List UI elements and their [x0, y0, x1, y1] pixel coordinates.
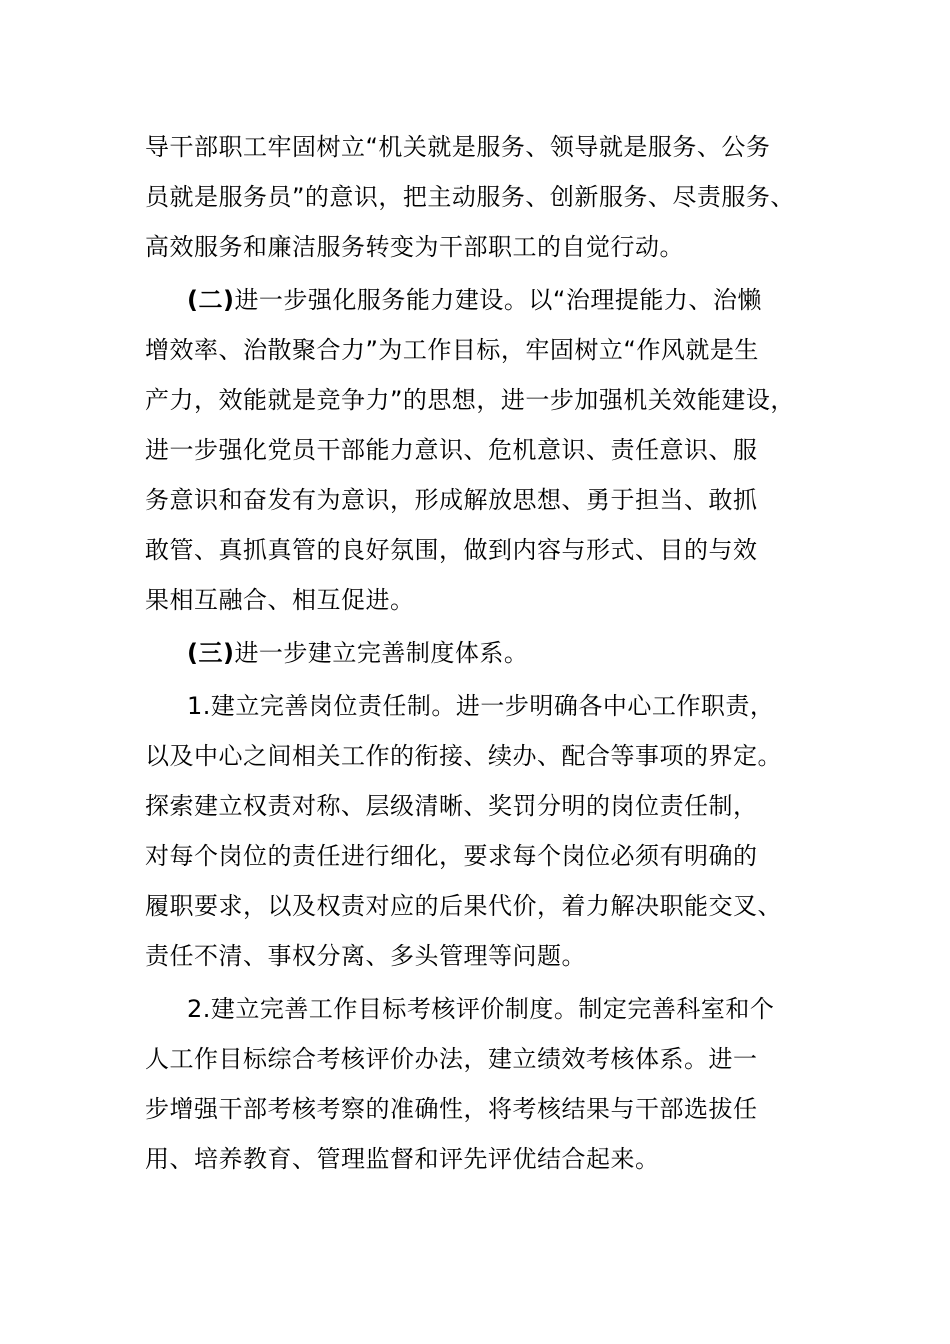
- section-2-marker: (二): [187, 286, 235, 314]
- section-3-text: 进一步建立完善制度体系。: [234, 639, 529, 667]
- text-line: 探索建立权责对称、层级清晰、奖罚分明的岗位责任制，: [145, 792, 758, 820]
- text-line: 步增强干部考核考察的准确性，将考核结果与干部选拔任: [145, 1095, 758, 1123]
- text-line: 敢管、真抓真管的良好氛围，做到内容与形式、目的与效: [145, 536, 758, 564]
- text-line: 对每个岗位的责任进行细化，要求每个岗位必须有明确的: [145, 842, 758, 870]
- text-line: 2.建立完善工作目标考核评价制度。制定完善科室和个: [187, 995, 775, 1023]
- text-line: 进一步强化党员干部能力意识、危机意识、责任意识、服: [145, 436, 758, 464]
- text-line: 高效服务和廉洁服务转变为干部职工的自觉行动。: [145, 233, 684, 261]
- text-line: 以及中心之间相关工作的衔接、续办、配合等事项的界定。: [145, 742, 782, 770]
- text-line: 1.建立完善岗位责任制。进一步明确各中心工作职责，: [187, 692, 775, 720]
- text-line: 务意识和奋发有为意识，形成解放思想、勇于担当、敢抓: [145, 486, 758, 514]
- text-line: 产力，效能就是竞争力”的思想，进一步加强机关效能建设，: [145, 386, 795, 414]
- section-2-text: 进一步强化服务能力建设。以“治理提能力、治懒: [234, 286, 762, 314]
- text-line: 果相互融合、相互促进。: [145, 586, 415, 614]
- section-3-marker: (三): [187, 639, 235, 667]
- text-line: 履职要求，以及权责对应的后果代价，着力解决职能交叉、: [145, 892, 782, 920]
- text-line: 人工作目标综合考核评价办法，建立绩效考核体系。进一: [145, 1045, 758, 1073]
- text-line: 责任不清、事权分离、多头管理等问题。: [145, 942, 586, 970]
- section-3-heading-line: [187, 637, 528, 669]
- text-line: 增效率、治散聚合力”为工作目标，牢固树立“作风就是生: [145, 336, 759, 364]
- text-line: 导干部职工牢固树立“机关就是服务、领导就是服务、公务: [145, 133, 771, 161]
- text-line: 员就是服务员”的意识，把主动服务、创新服务、尽责服务、: [145, 183, 795, 211]
- section-2-heading-line: [187, 284, 762, 316]
- text-line: 用、培养教育、管理监督和评先评优结合起来。: [145, 1145, 660, 1173]
